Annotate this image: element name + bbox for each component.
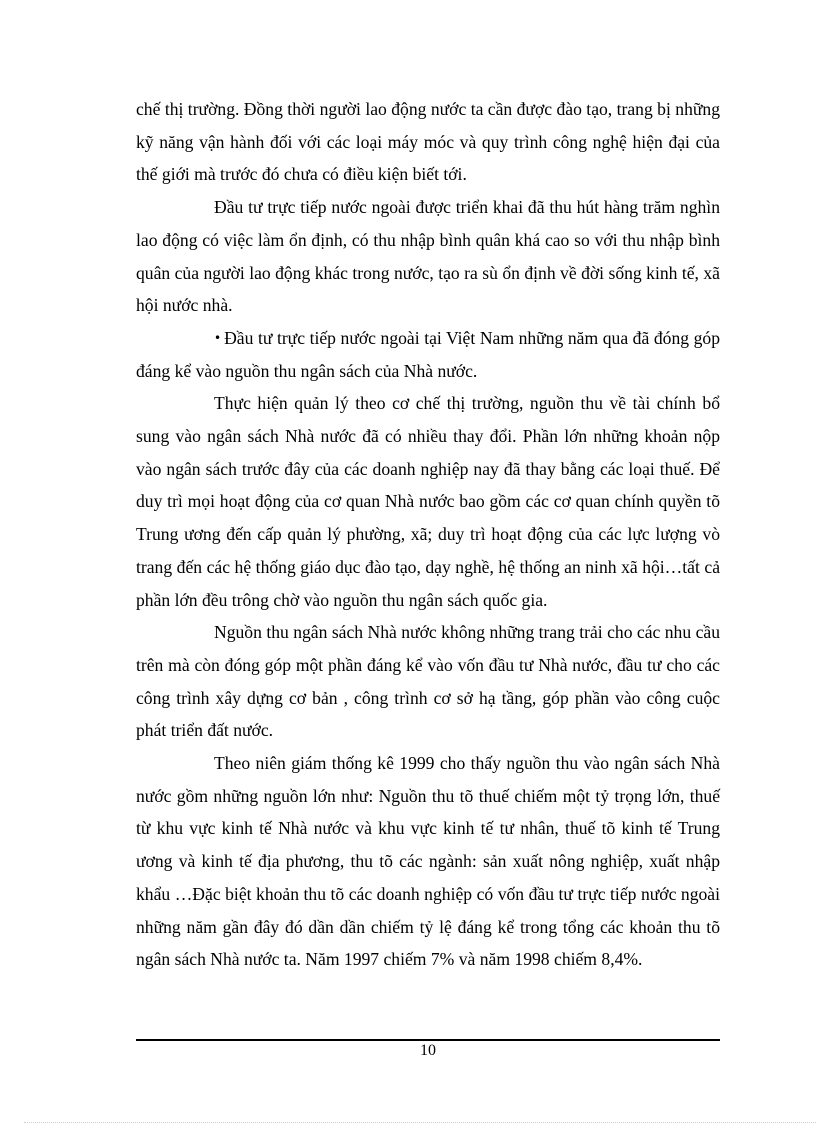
bullet-icon: • (214, 330, 222, 345)
paragraph-continuation: chế thị trường. Đồng thời người lao động nước ta cần được đào tạo, trang bị những kỹ năng vận hành đối với các loại máy móc và quy trình công nghệ hiện đại của thế giới mà trước đó chưa có điều kiện biết tới. (136, 99, 720, 185)
paragraph-labor: Đầu tư trực tiếp nước ngoài được triển khai đã thu hút hàng trăm nghìn lao động có việc làm ổn định, có thu nhập bình quân khá cao so với thu nhập bình quân của người lao động khác trong nước, tạo ra sù ổn định về đời sống kinh tế, xã hội nước nhà. (136, 197, 720, 316)
bullet-text: Đầu tư trực tiếp nước ngoài tại Việt Nam những năm qua đã đóng góp đáng kể vào nguồn thu ngân sách của Nhà nước. (136, 327, 720, 381)
paragraph-statistics-1999: Theo niên giám thống kê 1999 cho thấy nguồn thu vào ngân sách Nhà nước gồm những nguồn lớn như: Nguồn thu tõ thuế chiếm một tỷ trọng lớn, thuế từ khu vực kinh tế Nhà nước và khu vực kinh tế tư nhân, thuế tõ kinh tế Trung ương và kinh tế địa phương, thu tõ các ngành: sản xuất nông nghiệp, xuất nhập khẩu …Đặc biệt khoản thu tõ các doanh nghiệp có vốn đầu tư trực tiếp nước ngoài những năm gần đây đó dần dần chiếm tỷ lệ đáng kể trong tổng các khoản thu tõ ngân sách Nhà nước ta. Năm 1997 chiếm 7% và năm 1998 chiếm 8,4%. (136, 753, 720, 970)
body-text (136, 93, 720, 976)
paragraph-budget-revenue: Nguồn thu ngân sách Nhà nước không những trang trải cho các nhu cầu trên mà còn đóng góp một phần đáng kể vào vốn đầu tư Nhà nước, đầu tư cho các công trình xây dựng cơ bản , công trình cơ sở hạ tầng, góp phần vào công cuộc phát triển đất nước. (136, 622, 720, 741)
page-number: 10 (420, 1042, 436, 1059)
bullet-paragraph-budget (136, 322, 720, 387)
paragraph-market-management: Thực hiện quản lý theo cơ chế thị trường, nguồn thu về tài chính bổ sung vào ngân sách Nhà nước đã có nhiều thay đổi. Phần lớn những khoản nộp vào ngân sách trước đây của các doanh nghiệp nay đã thay bằng các loại thuế. Để duy trì mọi hoạt động của cơ quan Nhà nước bao gồm các cơ quan chính quyền tõ Trung ương đến cấp quản lý phường, xã; duy trì hoạt động của các lực lượng vò trang đến các hệ thống giáo dục đào tạo, dạy nghề, hệ thống an ninh xã hội…tất cả phần lớn đều trông chờ vào nguồn thu ngân sách quốc gia. (136, 393, 720, 610)
